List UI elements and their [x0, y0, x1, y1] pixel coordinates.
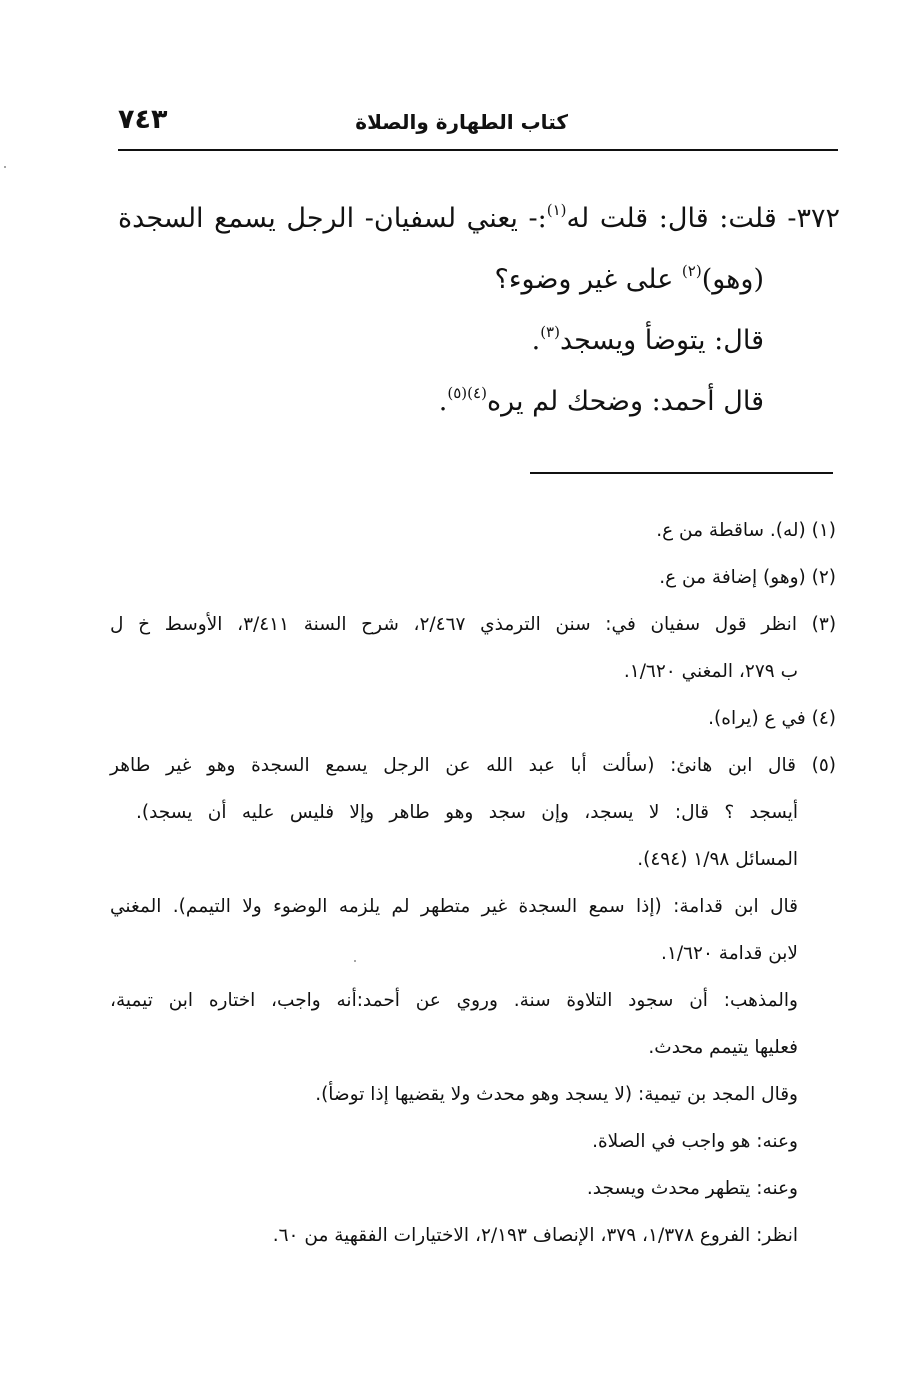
main-line-3-rest: .: [531, 325, 541, 356]
footnote-4: (٤) في ع (يراه).: [708, 708, 836, 729]
main-line-2-rest: على غير وضوء؟: [494, 264, 682, 295]
main-line-3: [118, 310, 840, 371]
main-line-4: [118, 371, 840, 432]
footnotes: [110, 507, 836, 1259]
page-header: [118, 100, 836, 140]
page-number: ٧٤٣: [118, 104, 168, 135]
scan-speck: [4, 166, 6, 168]
footnote-5-line-11: انظر: الفروع ١/٣٧٨، ٣٧٩، الإنصاف ٢/١٩٣، الاختيارات الفقهية من ٦٠.: [272, 1225, 798, 1246]
footnote-5: (٥) قال ابن هانئ: (سألت أبا عبد الله عن الرجل يسمع السجدة وهو غير طاهر: [110, 755, 836, 776]
footnote-5-line-10: وعنه: يتطهر محدث ويسجد.: [586, 1178, 798, 1199]
footnote-5-line-9: وعنه: هو واجب في الصلاة.: [592, 1131, 798, 1152]
header-divider: [118, 149, 838, 151]
footnote-5-line-4: قال ابن قدامة: (إذا سمع السجدة غير متطهر لم يلزمه الوضوء ولا التيمم). المغني: [110, 896, 798, 917]
footnote-ref-4-5: (٤)(٥): [447, 384, 487, 402]
main-line-2-text: (وهو): [701, 264, 764, 295]
footnote-5-line-2: أيسجد ؟ قال: لا يسجد، وإن سجد وهو طاهر وإلا فليس عليه أن يسجد).: [136, 802, 798, 823]
main-line-1-text: ٣٧٢- قلت: قال: قلت له: [566, 203, 840, 234]
footnote-5-line-8: وقال المجد بن تيمية: (لا يسجد وهو محدث ولا يقضيها إذا توضأ).: [315, 1084, 798, 1105]
scan-speck: [354, 960, 356, 962]
main-line-4-rest: .: [438, 386, 448, 417]
main-line-3-text: قال: يتوضأ ويسجد: [559, 325, 764, 356]
main-line-4-text: قال أحمد: وضحك لم يره: [486, 386, 764, 417]
footnote-5-line-6: والمذهب: أن سجود التلاوة سنة. وروي عن أحمد:أنه واجب، اختاره ابن تيمية،: [110, 990, 798, 1011]
main-line-1: [118, 188, 840, 249]
main-text: [118, 188, 840, 432]
footnote-5-line-7: فعليها يتيمم محدث.: [648, 1037, 798, 1058]
footnote-5-line-5: لابن قدامة ١/٦٢٠.: [661, 943, 798, 964]
footnote-ref-1: (١): [546, 201, 567, 219]
footnote-2: (٢) (وهو) إضافة من ع.: [659, 567, 836, 588]
running-title: كتاب الطهارة والصلاة: [355, 110, 568, 134]
footnote-1: (١) (له). ساقطة من ع.: [656, 520, 836, 541]
footnote-5-line-3: المسائل ١/٩٨ (٤٩٤).: [637, 849, 798, 870]
footnote-ref-2: (٢): [681, 262, 702, 280]
main-line-2: [118, 249, 840, 310]
footnote-3: (٣) انظر قول سفيان في: سنن الترمذي ٢/٤٦٧، شرح السنة ٣/٤١١، الأوسط خ ل: [110, 614, 837, 635]
footnote-3-cont: ب ٢٧٩، المغني ١/٦٢٠.: [623, 661, 798, 682]
main-line-1-rest: :- يعني لسفيان- الرجل يسمع السجدة: [118, 203, 547, 234]
footnote-ref-3: (٣): [540, 323, 560, 341]
footnote-divider: [530, 472, 833, 474]
